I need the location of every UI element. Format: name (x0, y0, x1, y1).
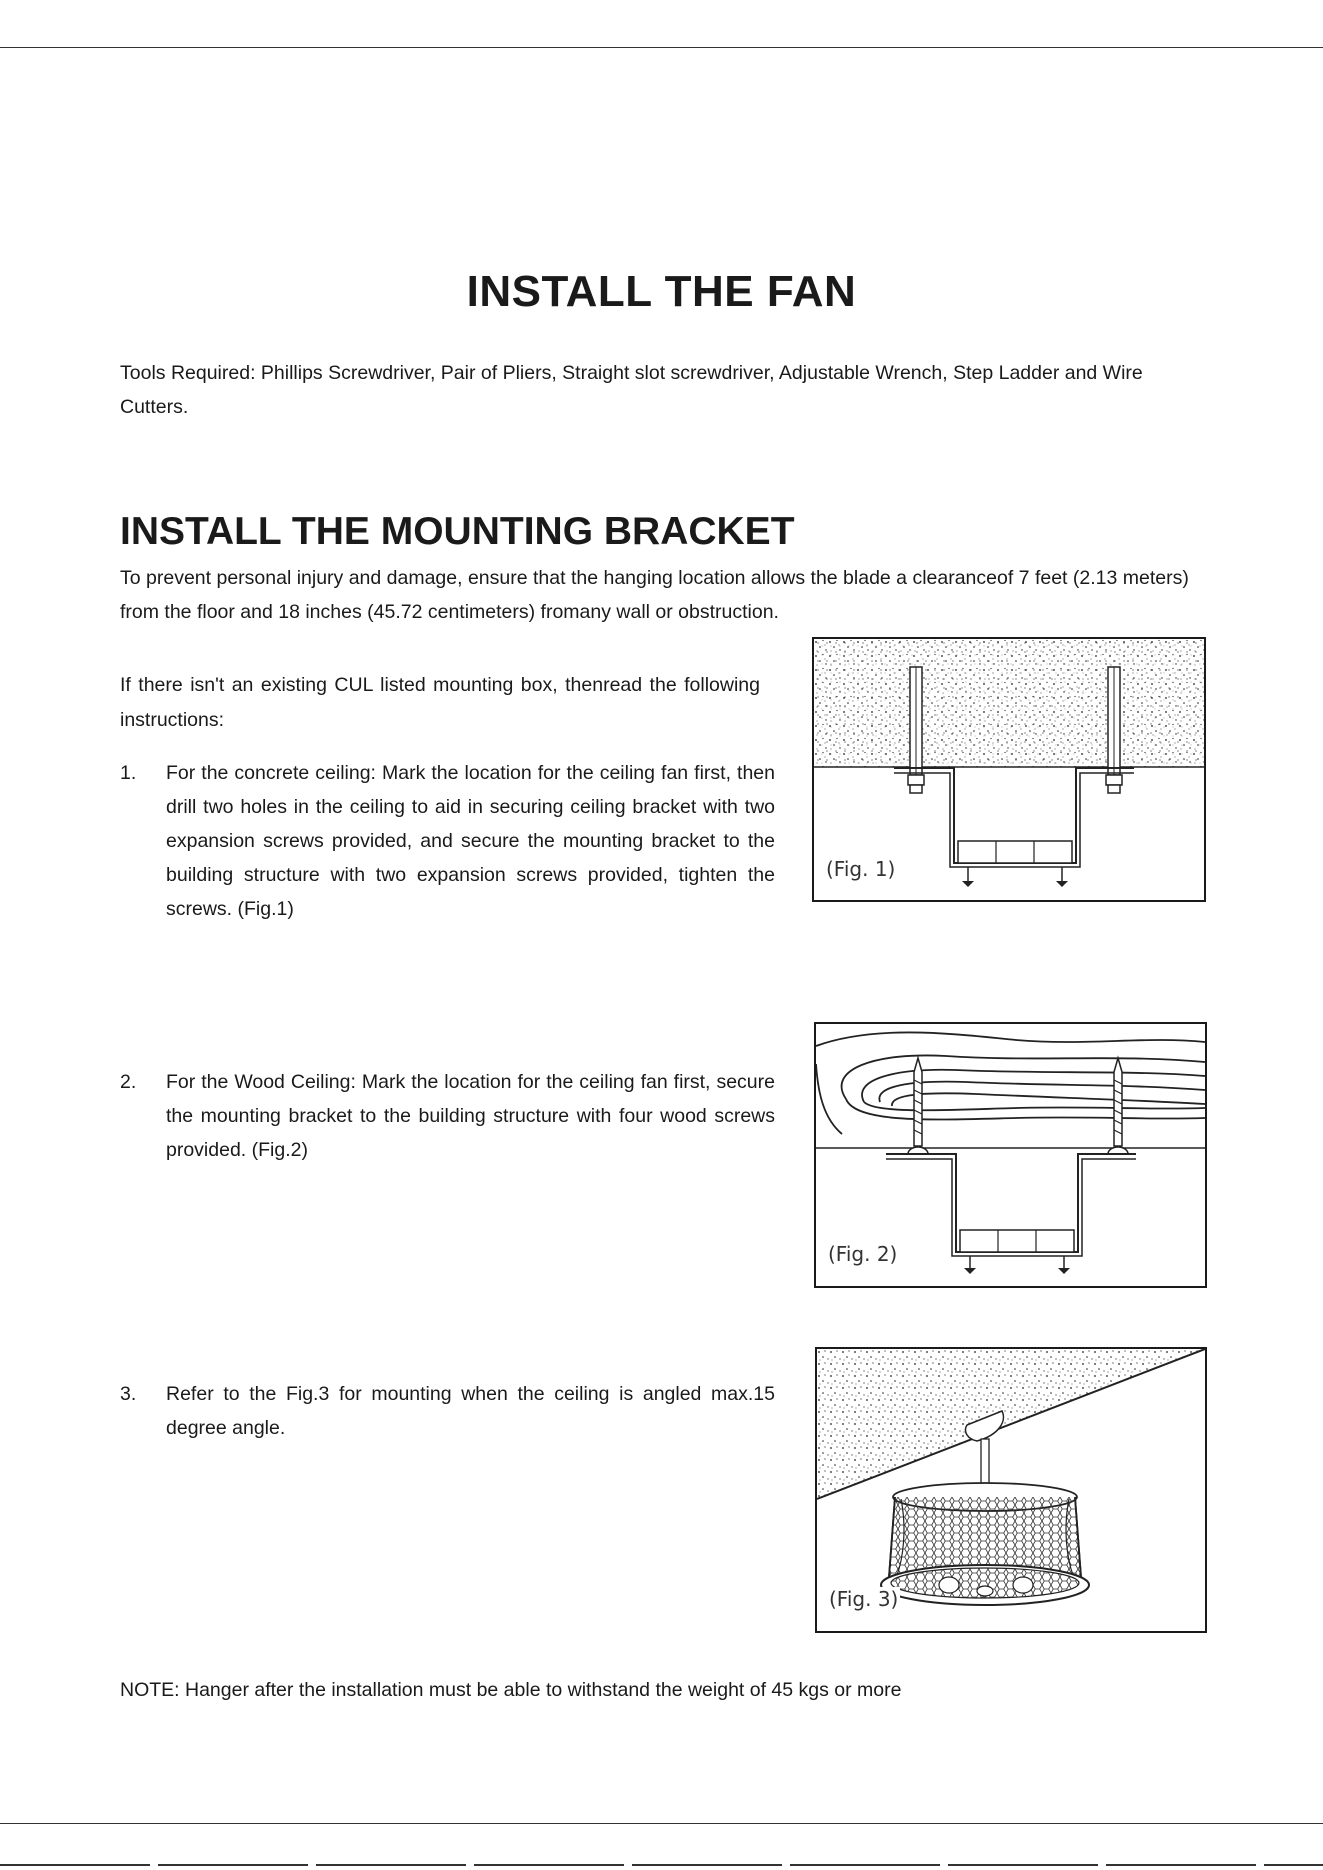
step-3 (120, 1377, 775, 1445)
figure-caption: (Fig. 1) (826, 857, 896, 881)
intro-text: If there isn't an existing CUL listed mounting box, thenread the following instructions: (120, 673, 760, 731)
top-rule (0, 47, 1323, 48)
figure-2-wood-ceiling (814, 1022, 1207, 1288)
figure-1-concrete-ceiling (812, 637, 1206, 902)
bottom-dashed-rule (0, 1864, 1323, 1866)
step-number: 3. (120, 1383, 137, 1405)
figure-caption: (Fig. 3) (829, 1587, 899, 1611)
step-number: 1. (120, 762, 137, 784)
step-text: For the concrete ceiling: Mark the location for the ceiling fan first, then drill two holes in the ceiling to aid in securing ceiling bracket with two expansion screws provided, and secure the mounting bracket to the building structure with two expansion screws provided, tighten the screws. (Fig.1) (166, 762, 775, 920)
figure-3-angled-ceiling (815, 1347, 1207, 1633)
page-title: INSTALL THE FAN (466, 267, 857, 317)
step-text: For the Wood Ceiling: Mark the location for the ceiling fan first, secure the mounting bracket to the building structure with four wood screws provided. (Fig.2) (166, 1071, 775, 1161)
step-2 (120, 1065, 775, 1167)
step-text: Refer to the Fig.3 for mounting when the ceiling is angled max.15 degree angle. (166, 1383, 775, 1439)
figure-caption: (Fig. 2) (828, 1242, 898, 1266)
clearance-warning-text: To prevent personal injury and damage, ensure that the hanging location allows the blade a clearanceof 7 feet (2.13 meters) from the floor and 18 inches (45.72 centimeters) fromany wall or obstruction. (120, 566, 1189, 623)
step-1 (120, 756, 775, 926)
note-text: NOTE: Hanger after the installation must be able to withstand the weight of 45 kgs or more (120, 1678, 902, 1701)
step-number: 2. (120, 1071, 137, 1093)
section-title: INSTALL THE MOUNTING BRACKET (120, 510, 795, 554)
bottom-rule (0, 1823, 1323, 1824)
tools-required-text: Tools Required: Phillips Screwdriver, Pair of Pliers, Straight slot screwdriver, Adjustable Wrench, Step Ladder and Wire Cutters. (120, 361, 1143, 418)
